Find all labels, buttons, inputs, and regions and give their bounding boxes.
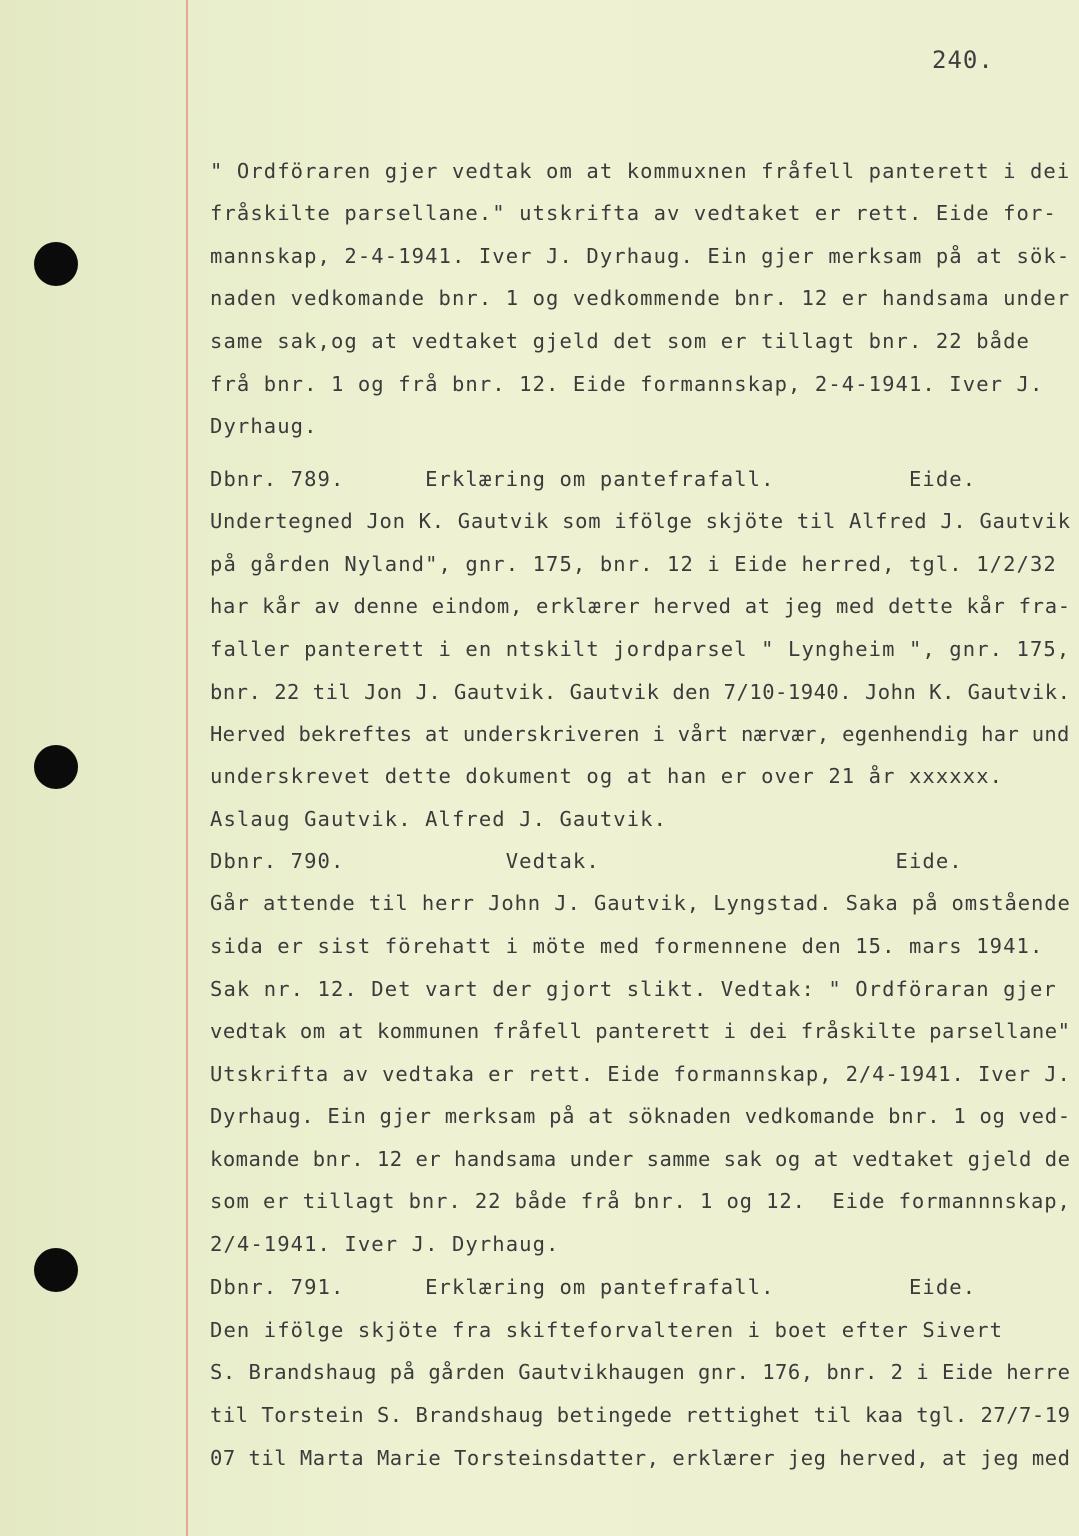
punch-hole-top — [34, 242, 78, 286]
text-line: Dyrhaug. Ein gjer merksam på at söknaden vedkomande bnr. 1 og ved- — [210, 1104, 1071, 1128]
text-line: Går attende til herr John J. Gautvik, Lyngstad. Saka på omstående — [210, 891, 1071, 915]
text-line: " Ordföraren gjer vedtak om at kommuxnen fråfell panterett i dei — [210, 159, 1071, 183]
page-number: 240. — [932, 46, 994, 74]
text-line: til Torstein S. Brandshaug betingede rettighet til kaa tgl. 27/7-19 — [210, 1403, 1071, 1427]
text-line: frå bnr. 1 og frå bnr. 12. Eide formannskap, 2-4-1941. Iver J. — [210, 372, 1044, 396]
margin-rule — [186, 0, 188, 1536]
text-line: fråskilte parsellane." utskrifta av vedtaket er rett. Eide for- — [210, 201, 1057, 225]
text-line: har kår av denne eindom, erklærer herved at jeg med dette kår fra- — [210, 594, 1071, 618]
text-line: Aslaug Gautvik. Alfred J. Gautvik. — [210, 807, 668, 831]
text-line: Sak nr. 12. Det vart der gjort slikt. Vedtak: " Ordföraran gjer — [210, 977, 1057, 1001]
text-line: 07 til Marta Marie Torsteinsdatter, erklærer jeg herved, at jeg med — [210, 1446, 1071, 1470]
text-line: Dyrhaug. — [210, 414, 318, 438]
entry-heading: Dbnr. 790. Vedtak. Eide. — [210, 849, 963, 873]
text-line: mannskap, 2-4-1941. Iver J. Dyrhaug. Ein gjer merksam på at sök- — [210, 244, 1071, 268]
text-line: Utskrifta av vedtaka er rett. Eide formannskap, 2/4-1941. Iver J. — [210, 1062, 1071, 1086]
entry-heading: Dbnr. 789. Erklæring om pantefrafall. Eide. — [210, 467, 977, 491]
text-line: faller panterett i en ntskilt jordparsel " Lyngheim ", gnr. 175, — [210, 637, 1071, 661]
text-line: på gården Nyland", gnr. 175, bnr. 12 i Eide herred, tgl. 1/2/32 — [210, 552, 1057, 576]
text-line: bnr. 22 til Jon J. Gautvik. Gautvik den 7/10-1940. John K. Gautvik. — [210, 680, 1071, 704]
text-line: Undertegned Jon K. Gautvik som ifölge skjöte til Alfred J. Gautvik — [210, 509, 1071, 533]
text-line: sida er sist förehatt i möte med formennene den 15. mars 1941. — [210, 934, 1044, 958]
punch-hole-bottom — [34, 1248, 78, 1292]
punch-hole-middle — [34, 745, 78, 789]
text-line: underskrevet dette dokument og at han er over 21 år xxxxxx. — [210, 764, 1004, 788]
text-line: 2/4-1941. Iver J. Dyrhaug. — [210, 1232, 560, 1256]
entry-heading: Dbnr. 791. Erklæring om pantefrafall. Eide. — [210, 1275, 977, 1299]
text-line: same sak,og at vedtaket gjeld det som er tillagt bnr. 22 både — [210, 329, 1030, 353]
text-line: Herved bekreftes at underskriveren i vårt nærvær, egenhendig har und — [210, 722, 1070, 746]
text-line: naden vedkomande bnr. 1 og vedkommende bnr. 12 er handsama under — [210, 286, 1071, 310]
text-line: S. Brandshaug på gården Gautvikhaugen gnr. 176, bnr. 2 i Eide herre — [210, 1360, 1071, 1384]
text-line: vedtak om at kommunen fråfell panterett i dei fråskilte parsellane" — [210, 1019, 1071, 1043]
text-line: Den ifölge skjöte fra skifteforvalteren i boet efter Sivert — [210, 1318, 1004, 1342]
text-line: som er tillagt bnr. 22 både frå bnr. 1 og 12. Eide formannnskap, — [210, 1189, 1071, 1213]
text-line: komande bnr. 12 er handsama under samme sak og at vedtaket gjeld de — [210, 1147, 1071, 1171]
